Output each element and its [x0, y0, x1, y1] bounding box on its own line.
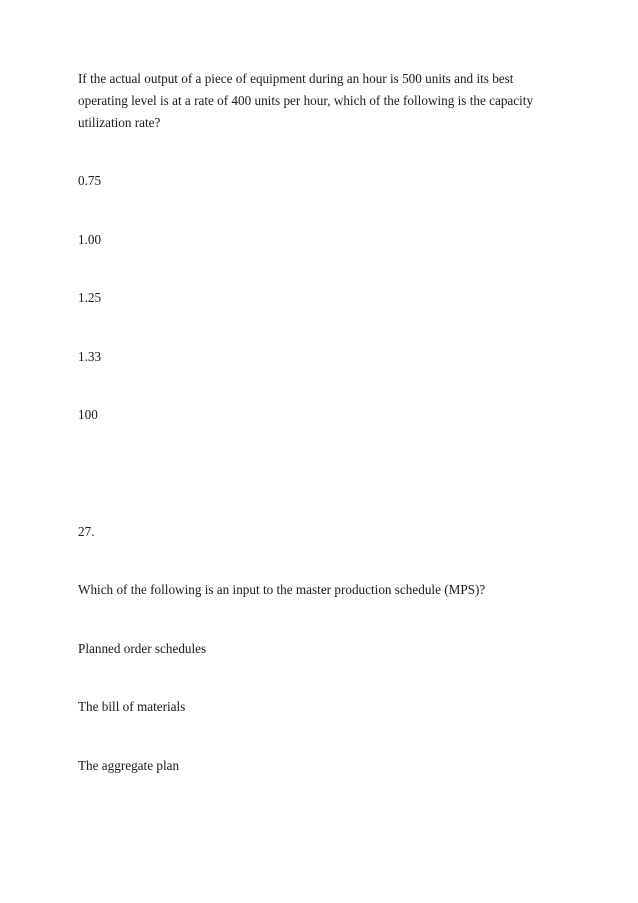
answer-option: 0.75: [78, 173, 102, 188]
answer-option: Planned order schedules: [78, 641, 207, 656]
answer-option: The aggregate plan: [78, 758, 180, 773]
question-text: If the actual output of a piece of equipment during an hour is 500 units and its best operating level is at a rate of 400 units per hour, which of the following is the capacity utilization rate?: [78, 71, 534, 130]
answer-option: The bill of materials: [78, 699, 186, 714]
answer-option: 1.00: [78, 232, 102, 247]
answer-option: 1.33: [78, 349, 102, 364]
question-text: Which of the following is an input to the master production schedule (MPS)?: [78, 582, 486, 597]
answer-option: 100: [78, 407, 98, 422]
answer-option: 1.25: [78, 290, 102, 305]
question-number: 27.: [78, 524, 95, 539]
